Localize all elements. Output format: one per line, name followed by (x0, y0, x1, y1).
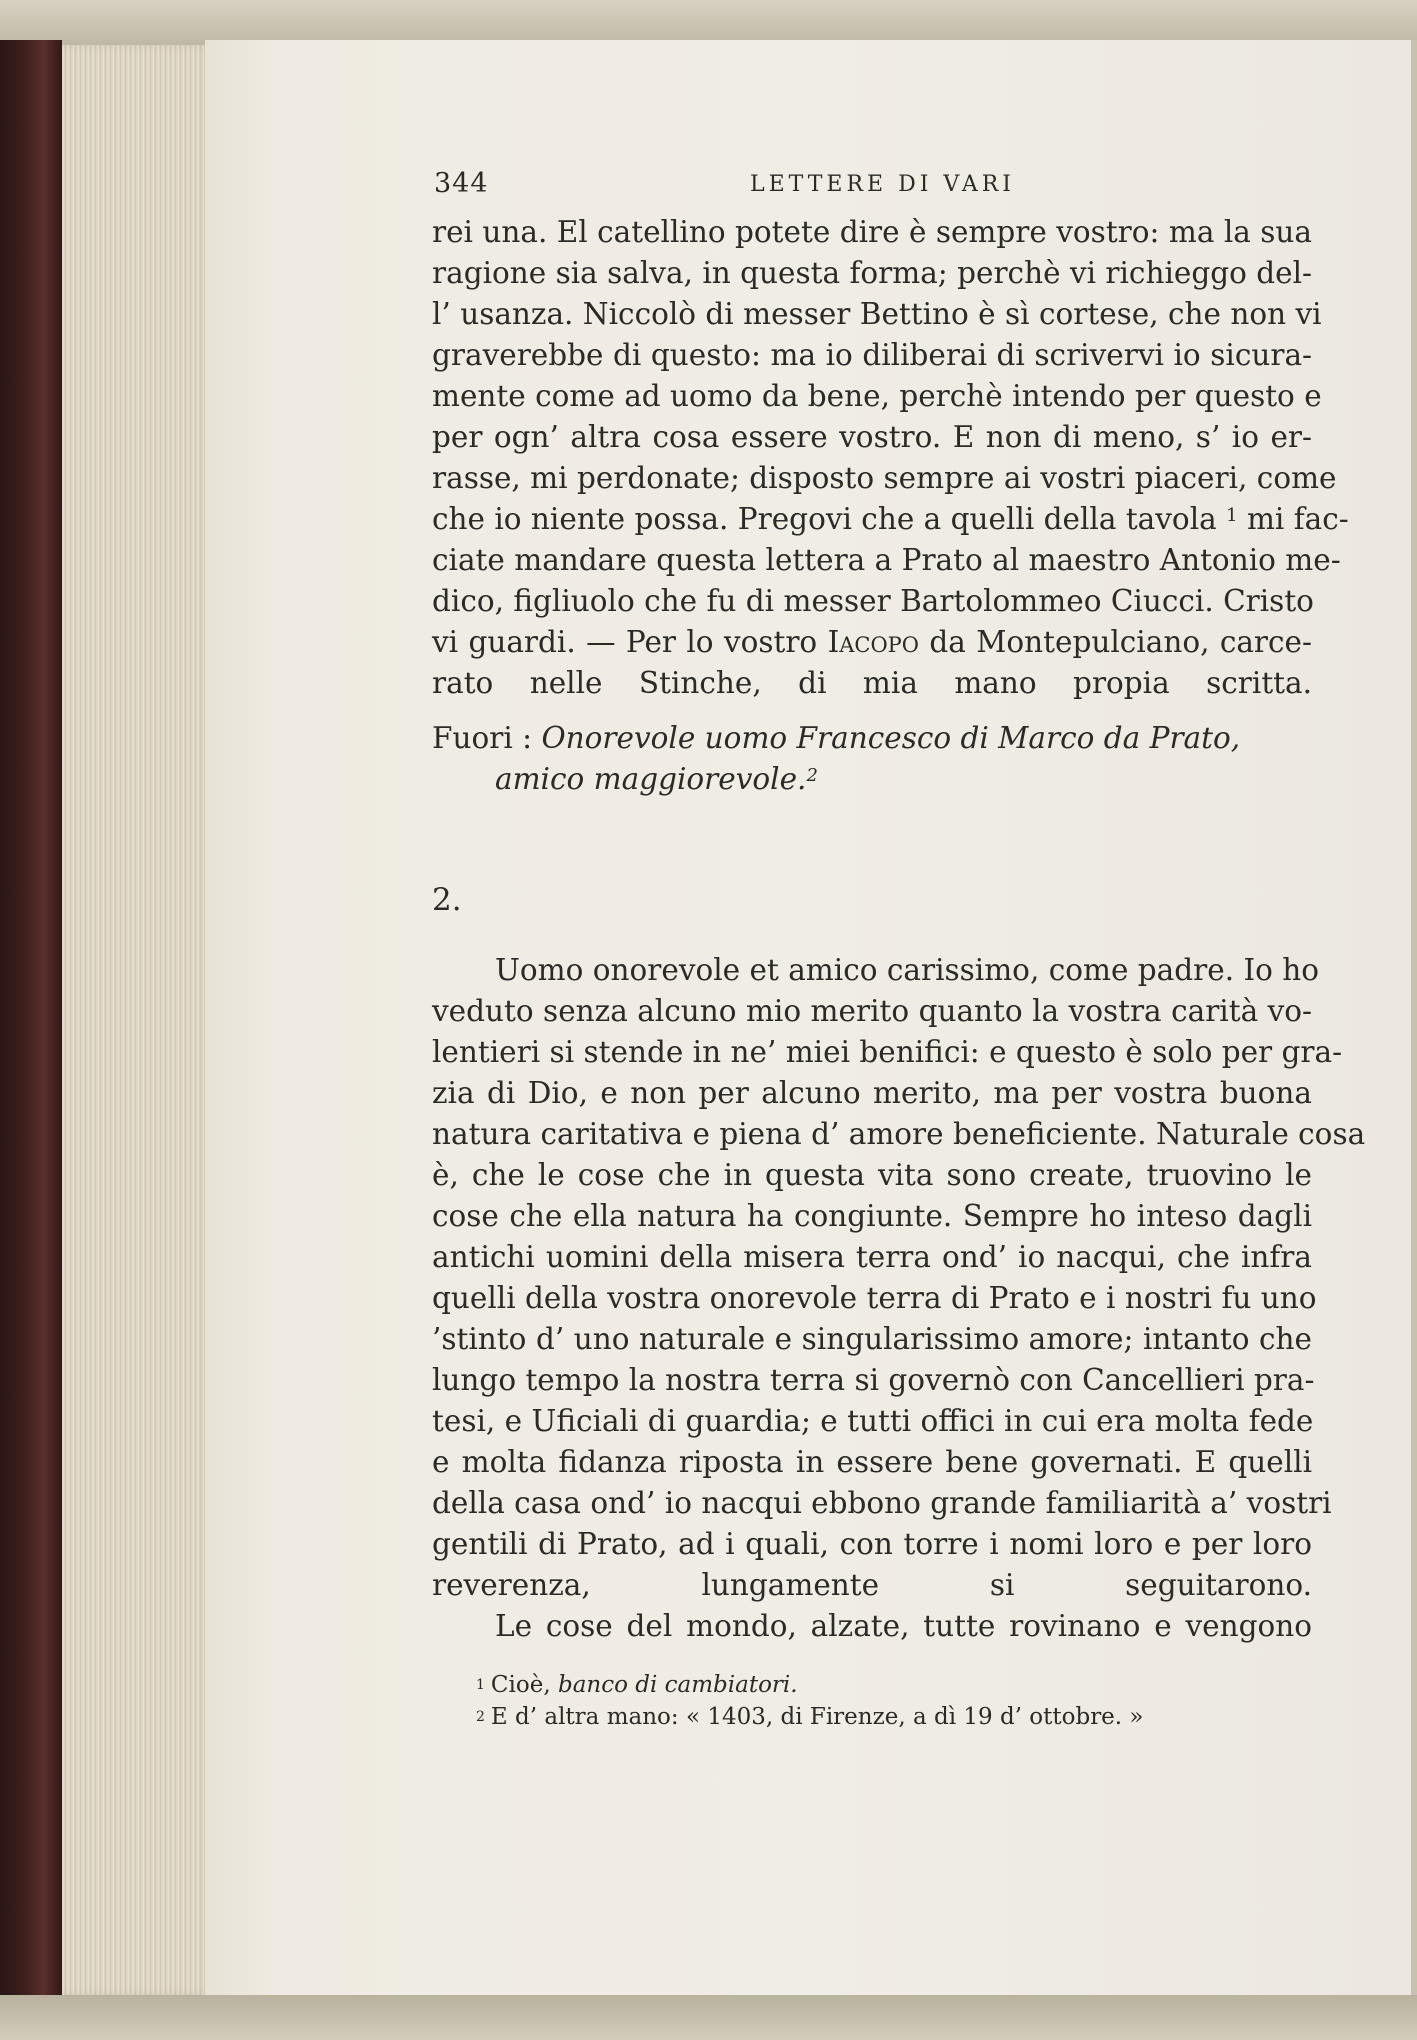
text-line: ragione sia salva, in questa forma; perchè vi richieggo del- (432, 256, 1312, 290)
text-line: ciate mandare questa lettera a Prato al maestro Antonio me- (432, 543, 1341, 577)
text-line: antichi uomini della misera terra ond’ io nacqui, che infra (432, 1240, 1312, 1274)
text-line-with-note (432, 499, 1349, 540)
address-closing: amico maggiorevole. (495, 762, 807, 796)
letter-number: 2. (432, 882, 462, 918)
text-segment: mi fac- (1237, 502, 1349, 536)
address-line-1 (432, 718, 1312, 759)
text-line: ’stinto d’ uno naturale e singularissimo amore; intanto che (432, 1322, 1312, 1356)
text-line: mente come ad uomo da bene, perchè intendo per questo e (432, 379, 1322, 413)
text-line: l’ usanza. Niccolò di messer Bettino è sì cortese, che non vi (432, 297, 1322, 331)
paragraph-1 (432, 212, 1349, 704)
page-header (432, 160, 1312, 202)
text-line: per ogn’ altra cosa essere vostro. E non di meno, s’ io er- (432, 420, 1312, 454)
text-segment: da Montepulciano, carce- (919, 625, 1312, 659)
address-line-2 (432, 759, 1312, 800)
text-line: lungo tempo la nostra terra si governò con Cancellieri pra- (432, 1363, 1315, 1397)
running-head: LETTERE DI VARI (750, 172, 1015, 197)
paragraph-3 (432, 1606, 1312, 1647)
text-line: quelli della vostra onorevole terra di Prato e i nostri fu uno (432, 1281, 1317, 1315)
text-line: lentieri si stende in ne’ miei benifici: e questo è solo per gra- (432, 1035, 1343, 1069)
text-line: natura caritativa e piena d’ amore beneficiente. Naturale cosa (432, 1117, 1366, 1151)
address-label: Fuori : (432, 721, 533, 755)
text-line: veduto senza alcuno mio merito quanto la vostra carità vo- (432, 994, 1312, 1028)
footnote-1-lead: Cioè, (490, 1672, 558, 1698)
text-line: zia di Dio, e non per alcuno merito, ma per vostra buona (432, 1076, 1312, 1110)
footnote-marker: 1 (1226, 505, 1238, 526)
address-recipient: Onorevole uomo Francesco di Marco da Prato, (541, 721, 1241, 755)
footnote-1 (476, 1669, 1312, 1701)
author-name: Iacopo (827, 625, 920, 659)
book-spine-binding (0, 40, 62, 2025)
text-line: graverebbe di questo: ma io diliberai di scrivervi io sicura- (432, 338, 1312, 372)
text-segment: che io niente possa. Pregovi che a quelli della tavola (432, 502, 1217, 536)
footnote-1-marker: 1 (476, 1677, 485, 1693)
text-line-with-name (432, 622, 1312, 663)
text-line: Uomo onorevole et amico carissimo, come padre. Io ho (495, 953, 1320, 987)
text-line: è, che le cose che in questa vita sono create, truovino le (432, 1158, 1312, 1192)
footnotes (432, 1669, 1312, 1733)
text-line: Le cose del mondo, alzate, tutte rovinano e vengono (495, 1609, 1312, 1643)
text-line: cose che ella natura ha congiunte. Sempre ho inteso dagli (432, 1199, 1312, 1233)
text-line: rato nelle Stinche, di mia mano propia scritta. (432, 666, 1312, 700)
text-line: gentili di Prato, ad i quali, con torre i nomi loro e per loro (432, 1527, 1312, 1561)
bottom-binding-edge (0, 1995, 1417, 2040)
text-segment: vi guardi. — Per lo vostro (432, 625, 818, 659)
text-line: e molta fidanza riposta in essere bene governati. E quelli (432, 1445, 1312, 1479)
text-line: della casa ond’ io nacqui ebbono grande familiarità a’ vostri (432, 1486, 1332, 1520)
page-number: 344 (434, 168, 489, 199)
footnote-1-italic: banco di cambiatori. (557, 1672, 798, 1698)
right-cover-edge (1411, 40, 1417, 2000)
address-block (432, 718, 1312, 800)
text-line: rei una. El catellino potete dire è sempre vostro: ma la sua (432, 215, 1312, 249)
text-line: dico, figliuolo che fu di messer Bartolommeo Ciucci. Cristo (432, 584, 1314, 618)
footnote-2 (476, 1701, 1312, 1733)
page-stack-edges (62, 45, 212, 1995)
footnote-2-marker: 2 (476, 1709, 485, 1725)
paragraph-2 (432, 950, 1366, 1606)
text-line: rasse, mi perdonate; disposto sempre ai vostri piaceri, come (432, 461, 1337, 495)
text-line: reverenza, lungamente si seguitarono. (432, 1568, 1312, 1602)
footnote-marker: 2 (806, 765, 818, 786)
footnote-2-text: E d’ altra mano: « 1403, di Firenze, a dì 19 d’ ottobre. » (490, 1704, 1144, 1730)
text-line: tesi, e Uficiali di guardia; e tutti offici in cui era molta fede (432, 1404, 1314, 1438)
page-text (432, 160, 1366, 1733)
